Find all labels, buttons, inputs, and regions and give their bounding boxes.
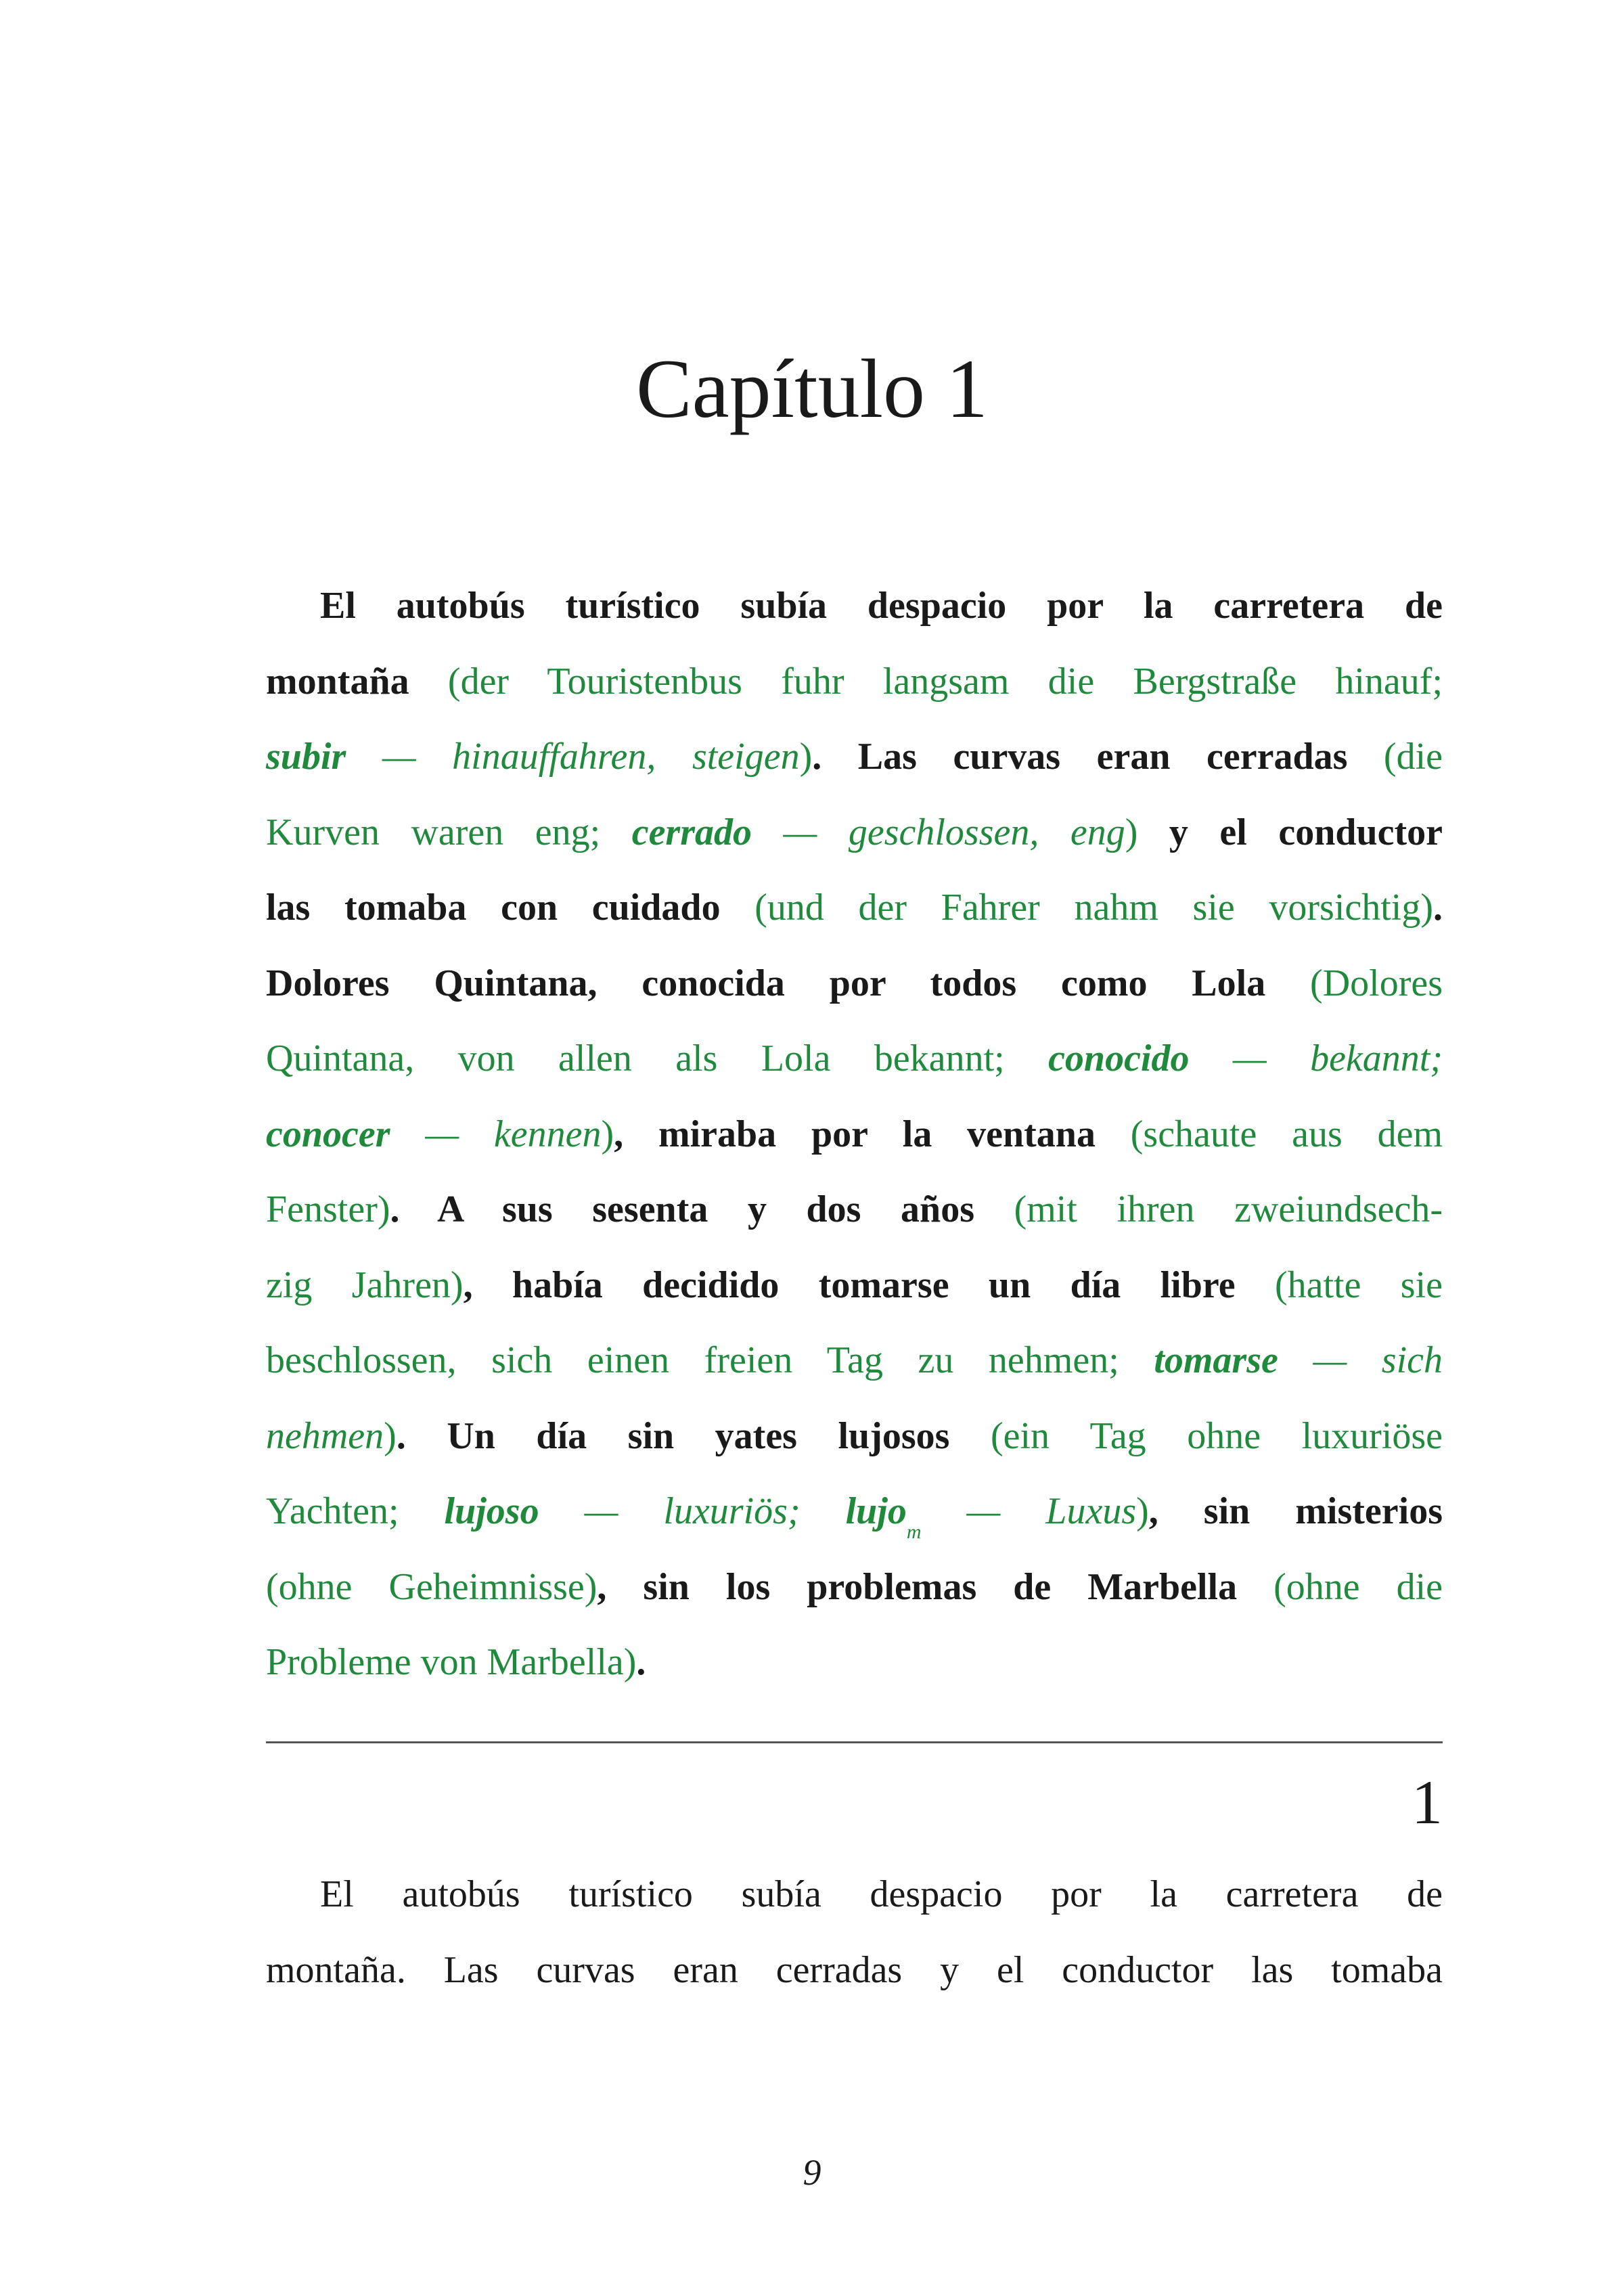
german-translation: tomarse <box>1154 1339 1278 1381</box>
german-translation: ) <box>1125 811 1138 853</box>
german-translation: Probleme von Marbella) <box>266 1641 637 1683</box>
text-line <box>266 1550 1443 1626</box>
german-translation: (schaute aus dem <box>1095 1113 1443 1155</box>
plain-paragraph <box>266 1857 1443 2008</box>
spanish-text: Dolores Quintana, conocida por todos como Lola <box>266 962 1266 1004</box>
text-line <box>266 795 1443 871</box>
german-translation: Kurven waren eng; <box>266 811 632 853</box>
chapter-title: Capítulo 1 <box>635 342 989 435</box>
text-line <box>266 1097 1443 1173</box>
german-translation: (Dolores <box>1265 962 1443 1004</box>
spanish-text: las tomaba con cuidado <box>266 887 721 929</box>
spanish-text: . A sus sesenta y dos años <box>390 1188 974 1230</box>
german-translation: nehmen <box>266 1414 384 1457</box>
german-translation: ) <box>799 736 813 778</box>
spanish-text: , sin misterios <box>1148 1490 1443 1532</box>
text-line <box>266 1021 1443 1097</box>
spanish-text: . <box>636 1641 646 1683</box>
german-translation: (mit ihren zweiundsech- <box>974 1188 1443 1230</box>
text-line <box>266 946 1443 1022</box>
german-translation: ) <box>601 1113 614 1155</box>
german-translation: conocer <box>266 1113 390 1155</box>
german-translation: ) <box>384 1414 397 1457</box>
annotated-paragraph <box>266 568 1443 1701</box>
divider <box>266 1741 1443 1743</box>
german-translation: subir <box>266 736 346 778</box>
spanish-text: , sin los problemas de Marbella <box>597 1565 1238 1608</box>
german-translation: Quintana, von allen als Lola bekannt; <box>266 1037 1049 1079</box>
german-translation: (ohne die <box>1237 1565 1443 1608</box>
spanish-text: . <box>1433 887 1443 929</box>
spanish-text: y el conductor <box>1137 811 1443 853</box>
german-translation: zig Jahren) <box>266 1264 464 1306</box>
text-line <box>266 1323 1443 1399</box>
section-number: 1 <box>1412 1768 1443 1837</box>
german-translation: (der Touristenbus fuhr langsam die Bergstraße hinauf; <box>409 660 1443 702</box>
german-translation: — sich <box>1278 1339 1443 1381</box>
page-number: 9 <box>803 2152 821 2193</box>
german-translation: — luxuriös; <box>539 1490 846 1532</box>
text-line <box>266 1857 1443 1933</box>
german-translation: (die <box>1347 736 1443 778</box>
spanish-text: montaña <box>266 660 409 702</box>
text-line <box>266 870 1443 946</box>
german-translation: (hatte sie <box>1235 1264 1443 1306</box>
german-translation: — kennen <box>390 1113 602 1155</box>
spanish-text: . Un día sin yates lujosos <box>396 1414 950 1457</box>
german-translation: — Luxus <box>921 1490 1137 1532</box>
text-line <box>266 644 1443 720</box>
german-translation: lujoso <box>444 1490 539 1532</box>
german-translation: cerrado <box>631 811 752 853</box>
german-translation: (und der Fahrer nahm sie vorsichtig) <box>720 887 1433 929</box>
german-translation: (ein Tag ohne luxuriöse <box>949 1414 1443 1457</box>
text-line <box>266 1474 1443 1550</box>
text-line <box>266 1399 1443 1475</box>
text-line <box>266 719 1443 795</box>
spanish-text: , había decidido tomarse un día libre <box>463 1264 1236 1306</box>
german-translation: (ohne Geheimnisse) <box>266 1565 597 1608</box>
german-translation: ) <box>1136 1490 1149 1532</box>
german-translation: — bekannt; <box>1189 1037 1443 1079</box>
german-translation: — geschlossen, eng <box>752 811 1125 853</box>
spanish-text: El autobús turístico subía despacio por la carretera de <box>320 585 1443 627</box>
german-translation: conocido <box>1048 1037 1190 1079</box>
text-line <box>266 1625 1443 1701</box>
german-translation: — hinauffahren, steigen <box>346 736 800 778</box>
german-translation: beschlossen, sich einen freien Tag zu nehmen; <box>266 1339 1154 1381</box>
text-line <box>266 1933 1443 2009</box>
german-translation: Yachten; <box>266 1490 445 1532</box>
text-line <box>266 568 1443 644</box>
german-translation: lujo <box>845 1490 907 1532</box>
text-line <box>266 1248 1443 1324</box>
german-translation: m <box>906 1521 922 1543</box>
text-line <box>266 1172 1443 1248</box>
spanish-text: . Las curvas eran cerradas <box>812 736 1348 778</box>
spanish-text: , miraba por la ventana <box>614 1113 1096 1155</box>
german-translation: Fenster) <box>266 1188 390 1230</box>
spanish-text: montaña. Las curvas eran cerradas y el conductor las tomaba <box>266 1948 1443 1991</box>
spanish-text: El autobús turístico subía despacio por la carretera de <box>320 1873 1443 1915</box>
